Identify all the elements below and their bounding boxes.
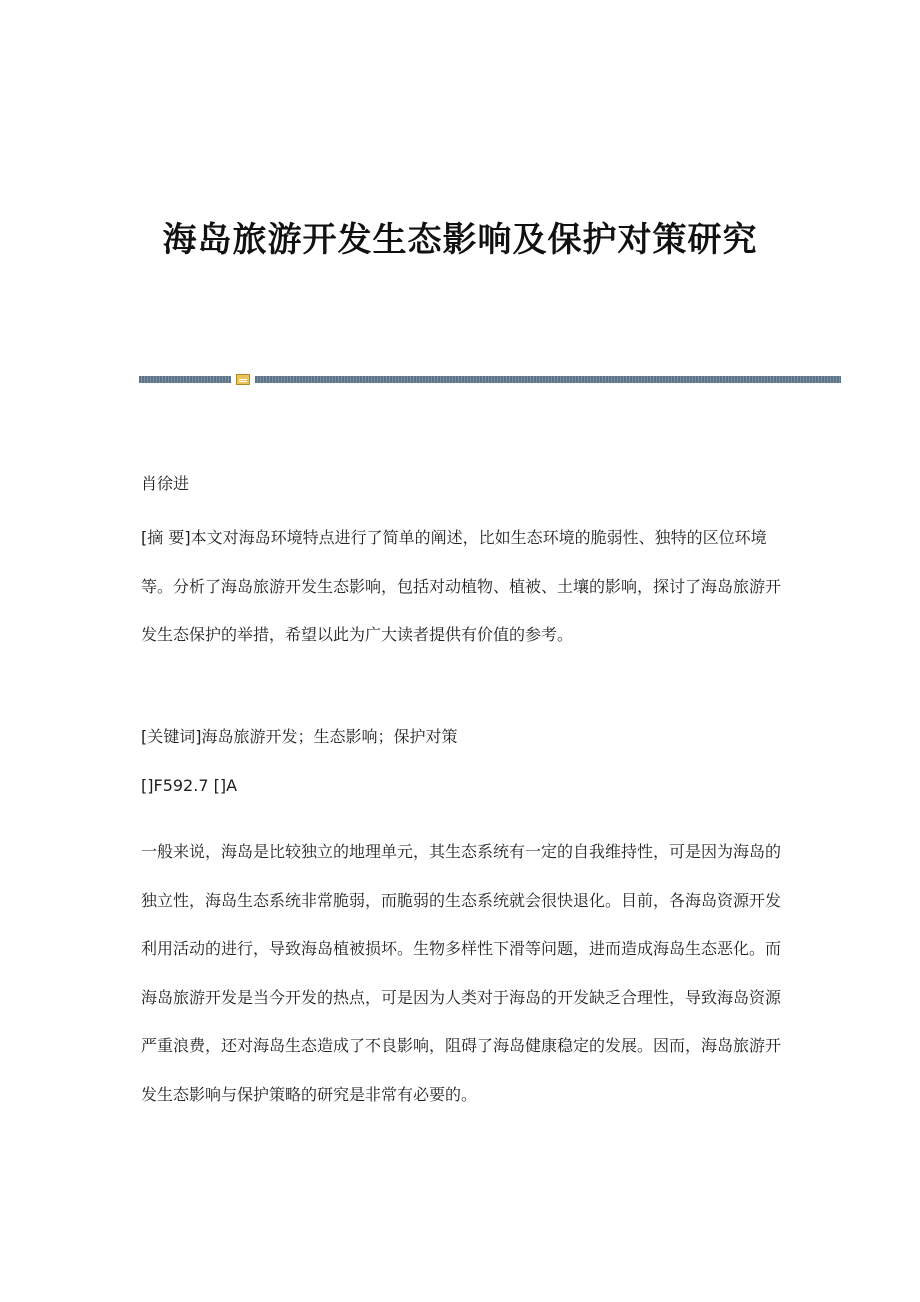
document-title: 海岛旅游开发生态影响及保护对策研究 [162, 220, 758, 260]
abstract-paragraph: [摘 要]本文对海岛环境特点进行了简单的阐述，比如生态环境的脆弱性、独特的区位环境等。分析了海岛旅游开发生态影响，包括对动植物、植被、土壤的影响，探讨了海岛旅游开发生态保护的举措，希望以此为广大读者提供有价值的参考。 [141, 528, 782, 644]
body-paragraph: 一般来说，海岛是比较独立的地理单元，其生态系统有一定的自我维持性，可是因为海岛的独立性，海岛生态系统非常脆弱，而脆弱的生态系统就会很快退化。目前，各海岛资源开发利用活动的进行，导致海岛植被损坏。生物多样性下滑等问题，进而造成海岛生态恶化。而海岛旅游开发是当今开发的热点，可是因为人类对于海岛的开发缺乏合理性，导致海岛资源严重浪费，还对海岛生态造成了不良影响，阻碍了海岛健康稳定的发展。因而，海岛旅游开发生态影响与保护策略的研究是非常有必要的。 [141, 842, 782, 1104]
classification-line: []F592.7 []A [141, 776, 238, 795]
divider-left-segment [139, 376, 231, 383]
divider-ornament-icon [236, 374, 250, 385]
keywords-line: [关键词]海岛旅游开发；生态影响；保护对策 [141, 727, 458, 746]
divider-right-segment [255, 376, 841, 383]
title-divider [139, 374, 841, 384]
author-name: 肖徐进 [141, 474, 190, 493]
